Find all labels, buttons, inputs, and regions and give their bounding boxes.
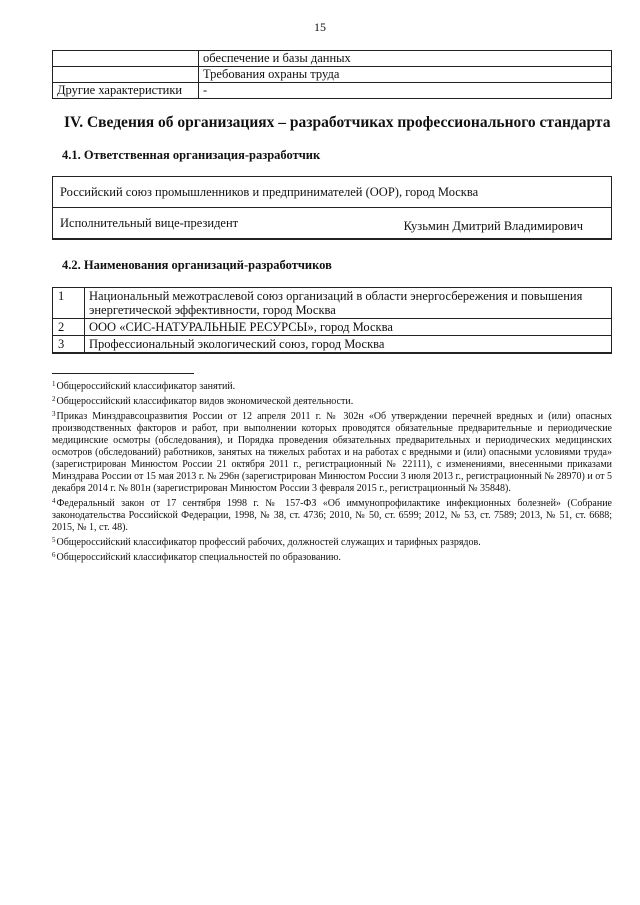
table-row (53, 336, 612, 354)
footnote-number: 2 (52, 395, 56, 403)
footnote-number: 4 (52, 497, 56, 505)
page-number: 15 (314, 20, 326, 34)
footnote-text: Общероссийский классификатор видов экономической деятельности. (56, 396, 354, 407)
row-number: 2 (53, 319, 85, 336)
responsible-signer-row (53, 208, 611, 239)
footnote-separator (52, 373, 194, 374)
org-name: ООО «СИС-НАТУРАЛЬНЫЕ РЕСУРСЫ», город Москва (85, 319, 612, 336)
org-name: Профессиональный экологический союз, город Москва (85, 336, 612, 354)
org-name: Национальный межотраслевой союз организаций в области энергосбережения и повышения энергетической эффективности, город Москва (85, 288, 612, 319)
footnote-text: Общероссийский классификатор занятий. (56, 381, 236, 392)
table-row (53, 67, 612, 83)
footnote-number: 3 (52, 410, 56, 418)
developer-orgs-heading: 4.2. Наименования организаций-разработчиков (62, 258, 332, 272)
footnotes (52, 378, 612, 564)
footnote-number: 1 (52, 380, 56, 388)
table-cell: обеспечение и базы данных (199, 51, 612, 67)
footnote (52, 408, 612, 495)
responsible-org-box (52, 176, 612, 240)
footnote-text: Приказ Минздравсоцразвития России от 12 апреля 2011 г. № 302н «Об утверждении перечней вредных и (или) опасных производственных факторов и работ, при выполнении которых проводятся обязательные предварительные и периодические медицинские осмотры (обследования), и Порядка проведения обязательных предварительных и периодических медицинских осмотров (обследований) работников, занятых на тяжелых работах и на работах с вредными и (или) опасными условиями труда» (зарегистрирован Минюстом России 21 октября 2011 г., регистрационный № 22111), с изменениями, внесенными приказами Минздрава России от 15 мая 2013 г. № 296н (зарегистрирован Минюстом России 3 июля 2013 г., регистрационный № 28970) и от 5 декабря 2014 г. № 801н (зарегистрирован Минюстом России 3 февраля 2015 г., регистрационный № 35848). (52, 411, 612, 494)
table-row (53, 319, 612, 336)
footnote-text: Федеральный закон от 17 сентября 1998 г. № 157-ФЗ «Об иммунопрофилактике инфекционных болезней» (Собрание законодательства Российской Федерации, 1998, № 38, ст. 4736; 2010, № 50, ст. 6599; 2012, № 53, ст. 7589; 2013, № 51, ст. 6688; 2015, № 1, ст. 48). (52, 498, 612, 533)
table-cell (53, 51, 199, 67)
signer-position: Исполнительный вице-президент (60, 216, 239, 230)
footnote-number: 5 (52, 536, 56, 544)
table-row (53, 51, 612, 67)
footnote (52, 378, 612, 393)
table-row (53, 288, 612, 319)
developer-orgs-table (52, 287, 612, 354)
characteristics-table (52, 50, 612, 99)
responsible-org-heading: 4.1. Ответственная организация-разработчик (62, 148, 321, 162)
row-number: 3 (53, 336, 85, 354)
footnote-text: Общероссийский классификатор профессий рабочих, должностей служащих и тарифных разрядов. (56, 537, 481, 548)
footnote-text: Общероссийский классификатор специальностей по образованию. (56, 552, 341, 563)
row-number: 1 (53, 288, 85, 319)
footnote (52, 495, 612, 534)
footnote (52, 549, 612, 564)
table-cell: Другие характеристики (53, 83, 199, 99)
footnote (52, 534, 612, 549)
table-cell (53, 67, 199, 83)
table-row (53, 83, 612, 99)
signer-name: Кузьмин Дмитрий Владимирович (403, 219, 583, 233)
footnote-number: 6 (52, 551, 56, 559)
table-cell: - (199, 83, 612, 99)
responsible-org-name: Российский союз промышленников и предпринимателей (ООР), город Москва (53, 177, 611, 208)
table-cell: Требования охраны труда (199, 67, 612, 83)
footnote (52, 393, 612, 408)
section-title: IV. Сведения об организациях – разработчиках профессионального стандарта (64, 114, 611, 131)
